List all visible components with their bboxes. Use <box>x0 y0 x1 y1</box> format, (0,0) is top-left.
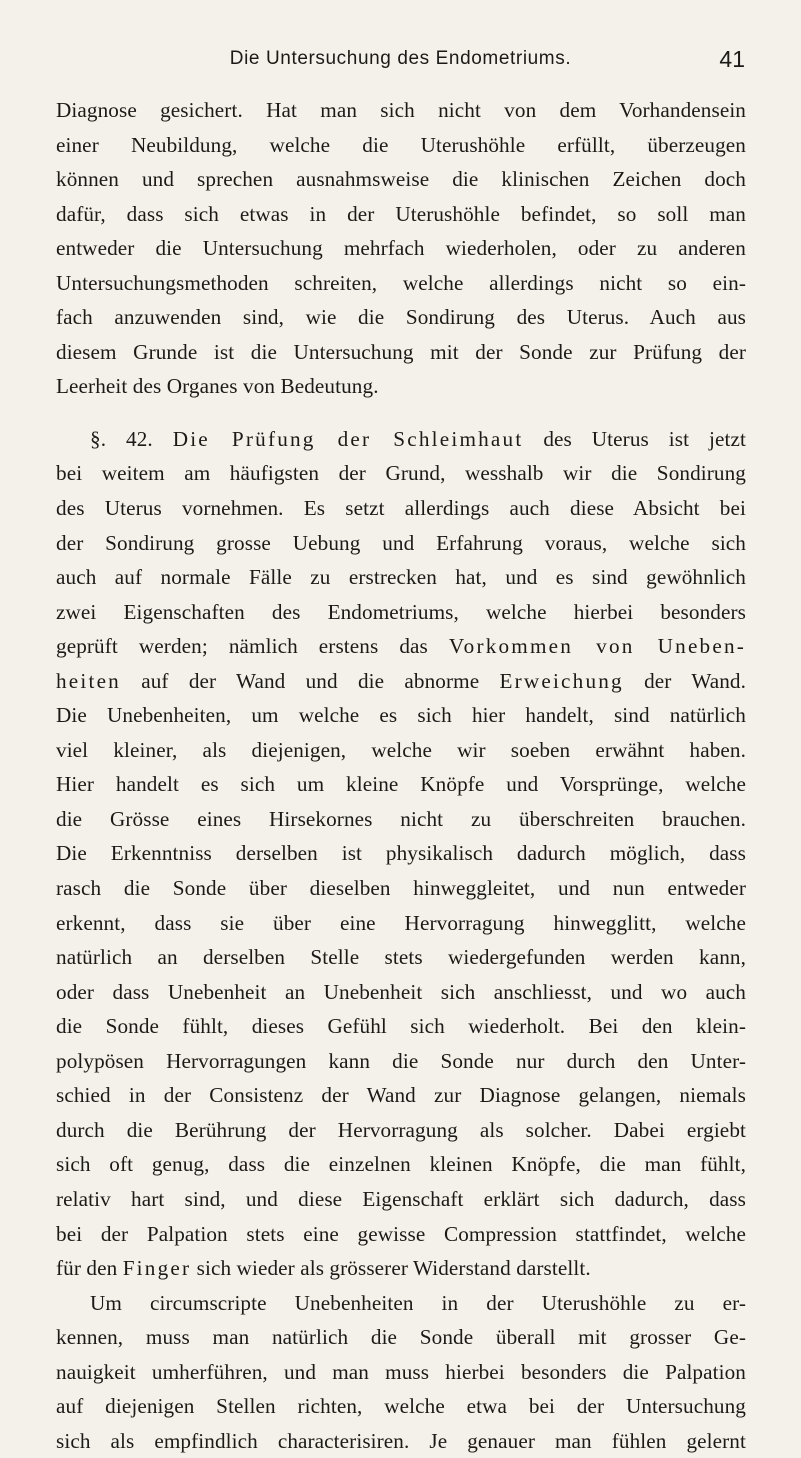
text-line: bei weitem am häufigsten der Grund, wesshalb wir die Sondirung <box>56 461 746 486</box>
text-line: Um circumscripte Unebenheiten in der Uterushöhle zu er- <box>90 1290 746 1315</box>
spaced-emphasis: Erweichung <box>499 668 624 693</box>
spaced-emphasis: heiten <box>56 668 121 693</box>
spaced-emphasis: Die Prüfung der Schleimhaut <box>172 426 524 451</box>
text-line: §. 42. Die Prüfung der Schleimhaut des Uterus ist jetzt <box>90 426 746 451</box>
text-line: bei der Palpation stets eine gewisse Compression stattfindet, welche <box>56 1221 746 1246</box>
text-line: durch die Berührung der Hervorragung als solcher. Dabei ergiebt <box>56 1117 746 1142</box>
spaced-emphasis: Finger <box>122 1256 192 1281</box>
text-line: viel kleiner, als diejenigen, welche wir soeben erwähnt haben. <box>56 737 746 762</box>
paragraph-3 <box>56 1286 746 1458</box>
text-line: kennen, muss man natürlich die Sonde überall mit grosser Ge- <box>56 1325 746 1350</box>
text-line: können und sprechen ausnahmsweise die klinischen Zeichen doch <box>56 167 746 192</box>
text-line: polypösen Hervorragungen kann die Sonde nur durch den Unter- <box>56 1048 746 1073</box>
paragraph-1 <box>56 93 746 404</box>
text-line: die Sonde fühlt, dieses Gefühl sich wiederholt. Bei den klein- <box>56 1014 746 1039</box>
text-line: Diagnose gesichert. Hat man sich nicht von dem Vorhandensein <box>56 98 746 122</box>
text-line: Untersuchungsmethoden schreiten, welche allerdings nicht so ein- <box>56 270 746 295</box>
text-line: oder dass Unebenheit an Unebenheit sich anschliesst, und wo auch <box>56 979 746 1004</box>
text-line: der Sondirung grosse Uebung und Erfahrung voraus, welche sich <box>56 530 746 555</box>
text-line: rasch die Sonde über dieselben hinweggleitet, und nun entweder <box>56 876 746 901</box>
text-line: diesem Grunde ist die Untersuchung mit der Sonde zur Prüfung der <box>56 339 746 364</box>
text-line: schied in der Consistenz der Wand zur Diagnose gelangen, niemals <box>56 1083 746 1108</box>
text-line: die Grösse eines Hirsekornes nicht zu überschreiten brauchen. <box>56 806 746 831</box>
text-line: nauigkeit umherführen, und man muss hierbei besonders die Palpation <box>56 1359 746 1384</box>
text-line: Hier handelt es sich um kleine Knöpfe und Vorsprünge, welche <box>56 772 746 797</box>
text-line: natürlich an derselben Stelle stets wiedergefunden werden kann, <box>56 945 746 970</box>
section-number: §. 42. <box>90 426 173 451</box>
text-line: sich als empfindlich characterisiren. Je genauer man fühlen gelernt <box>56 1428 746 1453</box>
text-line: relativ hart sind, und diese Eigenschaft erklärt sich dadurch, dass <box>56 1186 746 1211</box>
text-line: geprüft werden; nämlich erstens das Vorkommen von Uneben- <box>56 634 746 659</box>
running-title: Die Untersuchung des Endometriums. <box>229 48 572 69</box>
spaced-emphasis: Vorkommen von Uneben- <box>448 634 746 659</box>
text-line: Leerheit des Organes von Bedeutung. <box>56 374 379 399</box>
text-line: dafür, dass sich etwas in der Uterushöhle befindet, so soll man <box>56 201 746 226</box>
text-line: des Uterus vornehmen. Es setzt allerdings auch diese Absicht bei <box>56 496 746 521</box>
text-line: auf diejenigen Stellen richten, welche etwa bei der Untersuchung <box>56 1394 746 1419</box>
page-number: 41 <box>719 46 745 72</box>
text-line: auch auf normale Fälle zu erstrecken hat, und es sind gewöhnlich <box>56 565 746 590</box>
text-line: entweder die Untersuchung mehrfach wiederholen, oder zu anderen <box>56 236 746 261</box>
text-line: erkennt, dass sie über eine Hervorragung hinwegglitt, welche <box>56 910 746 935</box>
text-line: sich oft genug, dass die einzelnen kleinen Knöpfe, die man fühlt, <box>56 1152 746 1177</box>
text-line: einer Neubildung, welche die Uterushöhle erfüllt, überzeugen <box>56 132 746 157</box>
text-line: fach anzuwenden sind, wie die Sondirung des Uterus. Auch aus <box>56 305 746 330</box>
page-header <box>0 46 801 76</box>
text-line: heiten auf der Wand und die abnorme Erweichung der Wand. <box>56 668 747 693</box>
text-line: Die Unebenheiten, um welche es sich hier handelt, sind natürlich <box>56 703 746 728</box>
body-text <box>56 93 746 1458</box>
paragraph-gap <box>56 404 746 422</box>
text-line: zwei Eigenschaften des Endometriums, welche hierbei besonders <box>56 599 746 624</box>
text-line: Die Erkenntniss derselben ist physikalisch dadurch möglich, dass <box>56 841 746 866</box>
paragraph-2-section-42 <box>56 422 746 1286</box>
text-line: für den Finger sich wieder als grösserer Widerstand darstellt. <box>56 1256 591 1281</box>
